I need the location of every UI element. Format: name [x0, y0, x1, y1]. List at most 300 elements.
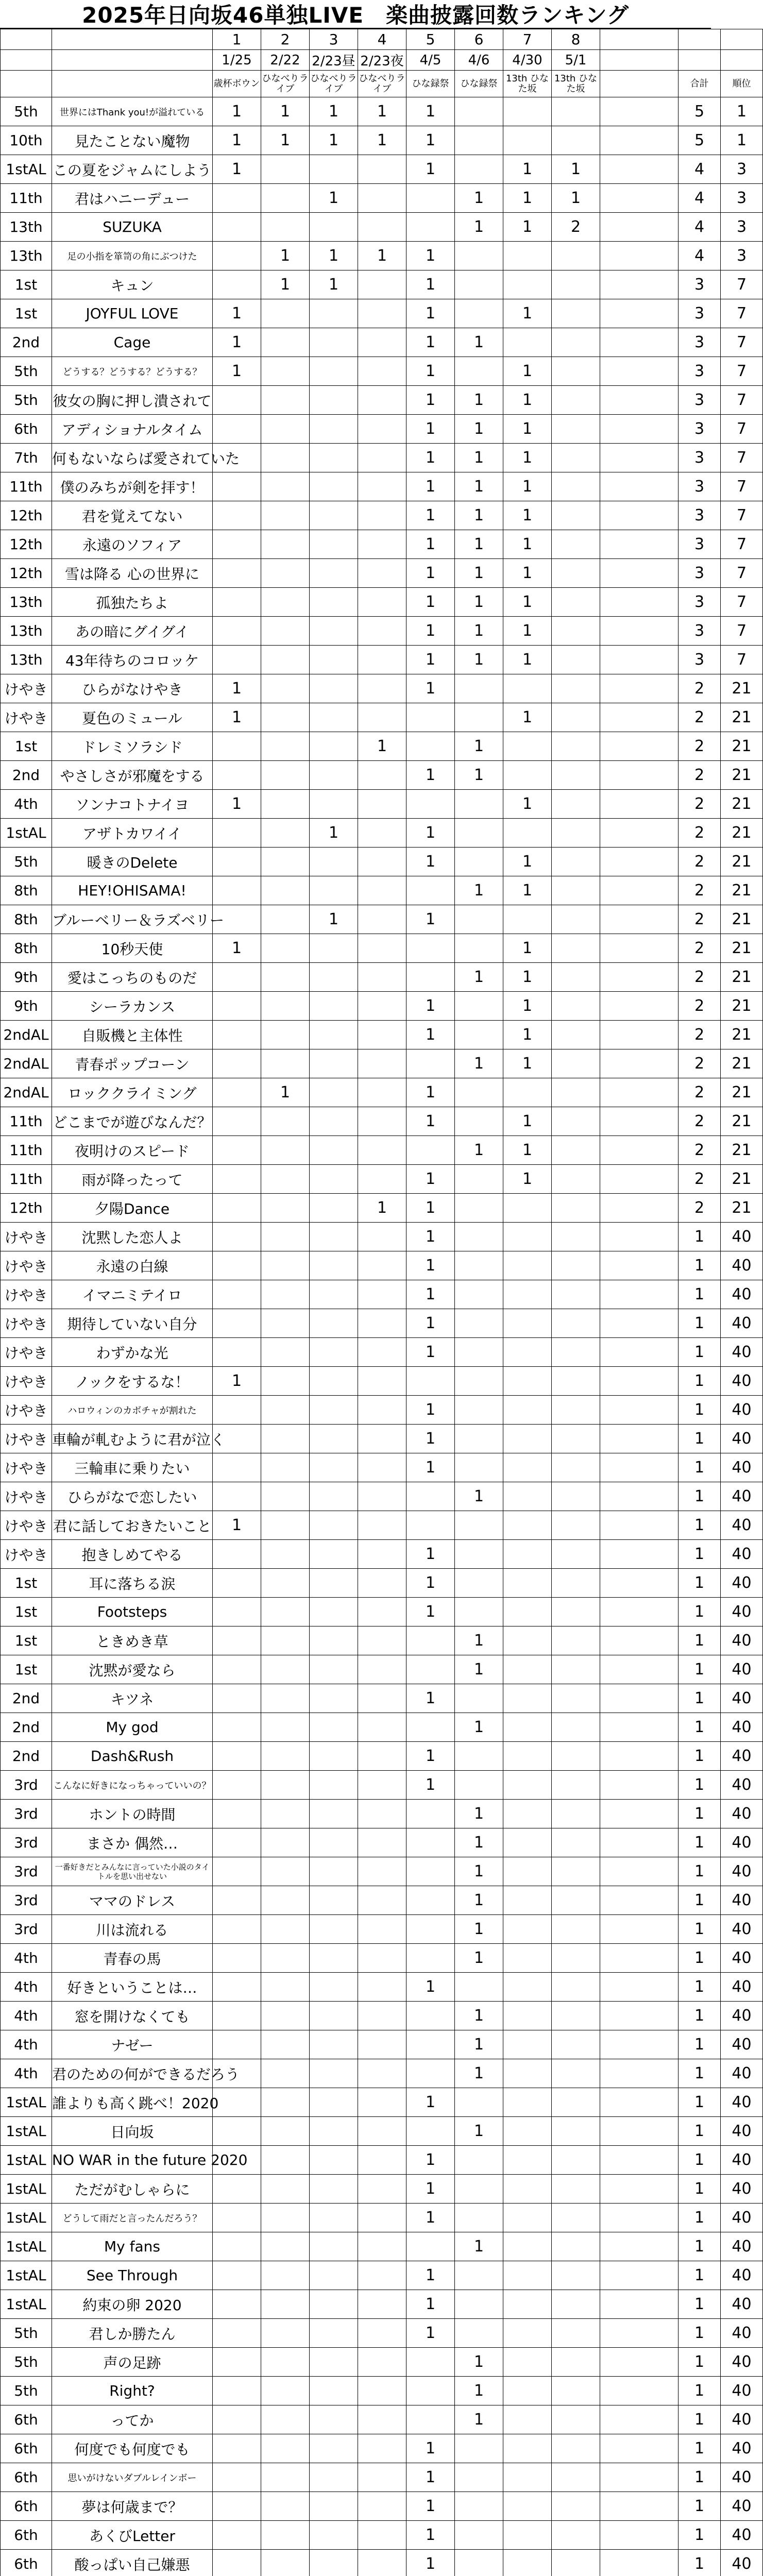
- performance-count: [406, 2232, 455, 2261]
- show-name-cell: ひなべりライブ: [310, 71, 358, 97]
- rank-value: 21: [721, 992, 763, 1021]
- performance-count: [261, 501, 310, 530]
- performance-count: [358, 1367, 406, 1396]
- total-count: 3: [679, 299, 721, 328]
- performance-count: [310, 530, 358, 559]
- performance-count: [455, 2463, 503, 2492]
- rank-value: 40: [721, 1944, 763, 1973]
- table-row: [1, 444, 763, 472]
- performance-count: [455, 1251, 503, 1280]
- performance-count: [552, 2146, 600, 2175]
- spacer-cell: [600, 1309, 679, 1338]
- performance-count: [310, 2463, 358, 2492]
- performance-count: [261, 1713, 310, 1742]
- spacer-cell: [600, 1569, 679, 1598]
- performance-count: [261, 848, 310, 876]
- total-count: 1: [679, 2290, 721, 2319]
- performance-count: [261, 1915, 310, 1944]
- table-row: [1, 1886, 763, 1915]
- total-count: 2: [679, 876, 721, 905]
- single-label: 13th: [1, 617, 52, 646]
- performance-count: 1: [406, 299, 455, 328]
- performance-count: [213, 501, 261, 530]
- performance-count: [358, 2117, 406, 2146]
- table-row: [1, 97, 763, 126]
- performance-count: 1: [213, 934, 261, 963]
- performance-count: 1: [503, 501, 552, 530]
- performance-count: 1: [455, 2059, 503, 2088]
- total-count: 1: [679, 2117, 721, 2146]
- performance-count: 1: [455, 2030, 503, 2059]
- performance-count: [358, 530, 406, 559]
- performance-count: [261, 1309, 310, 1338]
- spacer-cell: [600, 1425, 679, 1453]
- performance-count: [261, 1223, 310, 1251]
- performance-count: 1: [406, 2521, 455, 2550]
- performance-count: 1: [406, 242, 455, 270]
- single-label: 7th: [1, 444, 52, 472]
- performance-count: [310, 213, 358, 242]
- single-label: 9th: [1, 992, 52, 1021]
- rank-value: 40: [721, 1309, 763, 1338]
- performance-count: [503, 1886, 552, 1915]
- table-row: [1, 415, 763, 444]
- song-title: ひらがなけやき: [52, 674, 213, 703]
- total-count: 1: [679, 1280, 721, 1309]
- rank-value: 40: [721, 2261, 763, 2290]
- single-label: 5th: [1, 357, 52, 386]
- performance-count: [503, 2261, 552, 2290]
- total-count: 1: [679, 1425, 721, 1453]
- rank-value: 21: [721, 1165, 763, 1194]
- spacer-cell: [600, 819, 679, 848]
- performance-count: [358, 1828, 406, 1857]
- performance-count: [358, 1482, 406, 1511]
- rank-value: 40: [721, 1367, 763, 1396]
- song-title: 孤独たちよ: [52, 588, 213, 617]
- performance-count: 1: [310, 126, 358, 155]
- single-label: 4th: [1, 2030, 52, 2059]
- table-row: [1, 2175, 763, 2204]
- performance-count: 1: [213, 299, 261, 328]
- performance-count: 1: [310, 905, 358, 934]
- performance-count: [310, 2002, 358, 2030]
- total-count: 1: [679, 2463, 721, 2492]
- performance-count: [213, 1396, 261, 1425]
- performance-count: 1: [406, 270, 455, 299]
- performance-count: [261, 905, 310, 934]
- song-title: 好きということは…: [52, 1973, 213, 2002]
- performance-count: [406, 1800, 455, 1828]
- spacer-cell: [600, 299, 679, 328]
- performance-count: [455, 2290, 503, 2319]
- performance-count: 1: [358, 732, 406, 761]
- performance-count: 1: [406, 357, 455, 386]
- song-title: わずかな光: [52, 1338, 213, 1367]
- performance-count: [310, 2492, 358, 2521]
- performance-count: [261, 1771, 310, 1800]
- table-row: [1, 1453, 763, 1482]
- single-label: 13th: [1, 646, 52, 674]
- performance-count: [310, 934, 358, 963]
- rank-value: 40: [721, 1453, 763, 1482]
- performance-count: [358, 1626, 406, 1655]
- performance-count: [213, 2434, 261, 2463]
- performance-count: [406, 703, 455, 732]
- performance-count: 1: [406, 1684, 455, 1713]
- performance-count: [358, 703, 406, 732]
- performance-count: [213, 1771, 261, 1800]
- performance-count: 1: [406, 559, 455, 588]
- single-label: 13th: [1, 242, 52, 270]
- performance-count: [552, 415, 600, 444]
- performance-count: 1: [406, 530, 455, 559]
- song-title: ってか: [52, 2405, 213, 2434]
- performance-count: [503, 270, 552, 299]
- header-blank-cell: [600, 71, 679, 97]
- performance-count: [358, 501, 406, 530]
- rank-value: 21: [721, 1021, 763, 1049]
- show-number-cell: 5: [406, 29, 455, 50]
- single-label: けやき: [1, 1309, 52, 1338]
- spacer-cell: [600, 2348, 679, 2377]
- performance-count: [310, 2377, 358, 2405]
- performance-count: [261, 963, 310, 992]
- performance-count: [261, 444, 310, 472]
- performance-count: [503, 1598, 552, 1626]
- performance-count: [213, 2030, 261, 2059]
- rank-value: 40: [721, 2550, 763, 2576]
- song-title: 君しか勝たん: [52, 2319, 213, 2348]
- performance-count: [261, 1482, 310, 1511]
- performance-count: [406, 1713, 455, 1742]
- show-date-cell: 4/30: [503, 50, 552, 71]
- performance-count: [213, 992, 261, 1021]
- performance-count: [261, 1049, 310, 1078]
- total-count: 3: [679, 415, 721, 444]
- performance-count: [358, 819, 406, 848]
- performance-count: 1: [406, 1396, 455, 1425]
- performance-count: [213, 1713, 261, 1742]
- total-count: 1: [679, 1915, 721, 1944]
- single-label: けやき: [1, 1280, 52, 1309]
- performance-count: [261, 472, 310, 501]
- table-row: [1, 703, 763, 732]
- performance-count: [503, 2405, 552, 2434]
- performance-count: 1: [455, 2232, 503, 2261]
- performance-count: [503, 2550, 552, 2576]
- table-row: [1, 530, 763, 559]
- performance-count: [213, 848, 261, 876]
- single-label: 1stAL: [1, 155, 52, 184]
- performance-count: [310, 2405, 358, 2434]
- total-count: 1: [679, 2204, 721, 2232]
- performance-count: [310, 2521, 358, 2550]
- rank-value: 40: [721, 1771, 763, 1800]
- rank-value: 40: [721, 1684, 763, 1713]
- table-row: [1, 2059, 763, 2088]
- performance-count: [406, 1511, 455, 1540]
- table-row: [1, 1338, 763, 1367]
- performance-count: 1: [503, 472, 552, 501]
- performance-count: [310, 790, 358, 819]
- rank-value: 21: [721, 703, 763, 732]
- performance-count: [310, 1944, 358, 1973]
- song-title: 君を覚えてない: [52, 501, 213, 530]
- performance-count: [358, 2492, 406, 2521]
- performance-count: [358, 2434, 406, 2463]
- performance-count: [261, 1857, 310, 1886]
- performance-count: [261, 1511, 310, 1540]
- performance-count: [406, 2117, 455, 2146]
- performance-count: [503, 242, 552, 270]
- performance-count: [213, 1107, 261, 1136]
- performance-count: [455, 703, 503, 732]
- performance-count: [503, 1655, 552, 1684]
- song-title: ナゼー: [52, 2030, 213, 2059]
- performance-count: 1: [261, 242, 310, 270]
- table-row: [1, 357, 763, 386]
- performance-count: [310, 1021, 358, 1049]
- performance-count: [503, 1511, 552, 1540]
- performance-count: [552, 328, 600, 357]
- song-title: JOYFUL LOVE: [52, 299, 213, 328]
- performance-count: [358, 1453, 406, 1482]
- spacer-cell: [600, 963, 679, 992]
- song-title: 思いがけないダブルレインボー: [52, 2463, 213, 2492]
- performance-count: [552, 2175, 600, 2204]
- performance-count: [310, 444, 358, 472]
- performance-count: [213, 617, 261, 646]
- performance-count: [213, 1655, 261, 1684]
- performance-count: [552, 1136, 600, 1165]
- song-title: 雪は降る 心の世界に: [52, 559, 213, 588]
- performance-count: 1: [455, 1800, 503, 1828]
- performance-count: 1: [503, 386, 552, 415]
- performance-count: [552, 819, 600, 848]
- performance-count: [213, 2088, 261, 2117]
- performance-count: [552, 1078, 600, 1107]
- performance-count: [406, 2348, 455, 2377]
- performance-count: [310, 2030, 358, 2059]
- rank-value: 40: [721, 1569, 763, 1598]
- song-title: 僕のみちが剣を拝す！: [52, 472, 213, 501]
- song-title: 約束の卵 2020: [52, 2290, 213, 2319]
- performance-count: [213, 213, 261, 242]
- performance-count: [503, 2059, 552, 2088]
- spacer-cell: [600, 1165, 679, 1194]
- performance-count: [310, 963, 358, 992]
- performance-count: [455, 155, 503, 184]
- performance-count: [552, 1021, 600, 1049]
- performance-count: [261, 2492, 310, 2521]
- table-row: [1, 1800, 763, 1828]
- performance-count: 1: [455, 184, 503, 213]
- performance-count: [503, 1857, 552, 1886]
- performance-count: [213, 1165, 261, 1194]
- performance-count: 1: [406, 126, 455, 155]
- spacer-cell: [600, 444, 679, 472]
- song-title: 夢は何歳まで？: [52, 2492, 213, 2521]
- single-label: 2ndAL: [1, 1021, 52, 1049]
- performance-count: 1: [503, 1107, 552, 1136]
- performance-count: [455, 2204, 503, 2232]
- performance-count: 1: [455, 444, 503, 472]
- performance-count: [310, 2261, 358, 2290]
- performance-count: [552, 299, 600, 328]
- performance-count: 1: [406, 2492, 455, 2521]
- rank-value: 40: [721, 1280, 763, 1309]
- performance-count: [261, 1251, 310, 1280]
- performance-count: 1: [406, 1742, 455, 1771]
- performance-count: [503, 1771, 552, 1800]
- performance-count: [552, 1944, 600, 1973]
- rank-value: 3: [721, 242, 763, 270]
- single-label: けやき: [1, 1338, 52, 1367]
- performance-count: [358, 1540, 406, 1569]
- performance-count: [455, 674, 503, 703]
- spacer-cell: [600, 1453, 679, 1482]
- performance-count: 1: [406, 2088, 455, 2117]
- song-title: 川は流れる: [52, 1915, 213, 1944]
- performance-count: [358, 617, 406, 646]
- performance-count: [503, 1453, 552, 1482]
- performance-count: [503, 1194, 552, 1223]
- performance-count: 1: [213, 1511, 261, 1540]
- performance-count: [310, 1136, 358, 1165]
- performance-count: [261, 819, 310, 848]
- song-title: 酸っぱい自己嫌悪: [52, 2550, 213, 2576]
- performance-count: 1: [406, 2290, 455, 2319]
- single-label: 2nd: [1, 761, 52, 790]
- performance-count: [213, 2405, 261, 2434]
- single-label: 4th: [1, 790, 52, 819]
- total-count: 3: [679, 530, 721, 559]
- table-row: [1, 1828, 763, 1857]
- rank-value: 21: [721, 1078, 763, 1107]
- show-date-cell: 4/5: [406, 50, 455, 71]
- performance-count: 1: [455, 1049, 503, 1078]
- performance-count: [552, 1800, 600, 1828]
- performance-count: [261, 184, 310, 213]
- rank-value: 40: [721, 2175, 763, 2204]
- performance-count: 1: [503, 1021, 552, 1049]
- song-title: SUZUKA: [52, 213, 213, 242]
- header-blank-cell: [600, 50, 679, 71]
- rank-value: 7: [721, 559, 763, 588]
- performance-count: [213, 2261, 261, 2290]
- single-label: 3rd: [1, 1915, 52, 1944]
- song-title: 雨が降ったって: [52, 1165, 213, 1194]
- performance-count: 1: [406, 1425, 455, 1453]
- rank-value: 40: [721, 1828, 763, 1857]
- total-count: 1: [679, 2434, 721, 2463]
- rank-value: 40: [721, 1223, 763, 1251]
- single-label: 6th: [1, 2463, 52, 2492]
- performance-count: [261, 1338, 310, 1367]
- single-label: けやき: [1, 1453, 52, 1482]
- performance-count: [310, 328, 358, 357]
- table-row: [1, 1598, 763, 1626]
- performance-count: [310, 1598, 358, 1626]
- total-count: 3: [679, 472, 721, 501]
- total-count: 1: [679, 2348, 721, 2377]
- performance-count: 1: [406, 905, 455, 934]
- performance-count: 1: [358, 242, 406, 270]
- performance-count: [503, 2463, 552, 2492]
- performance-count: [261, 1742, 310, 1771]
- spacer-cell: [600, 270, 679, 299]
- performance-count: [310, 1251, 358, 1280]
- show-name-cell: ひなべりライブ: [358, 71, 406, 97]
- table-row: [1, 934, 763, 963]
- single-label: 12th: [1, 501, 52, 530]
- table-row: [1, 617, 763, 646]
- table-row: [1, 2117, 763, 2146]
- performance-count: 1: [261, 97, 310, 126]
- performance-count: [310, 848, 358, 876]
- performance-count: 1: [213, 357, 261, 386]
- show-name-row: [1, 71, 763, 97]
- header-blank-cell: [679, 50, 721, 71]
- table-row: [1, 674, 763, 703]
- performance-count: [455, 1338, 503, 1367]
- performance-count: 1: [406, 415, 455, 444]
- performance-count: [213, 242, 261, 270]
- performance-count: [213, 2550, 261, 2576]
- spacer-cell: [600, 1280, 679, 1309]
- performance-count: [310, 1223, 358, 1251]
- rank-value: 40: [721, 1540, 763, 1569]
- show-number-cell: 2: [261, 29, 310, 50]
- performance-count: [552, 1540, 600, 1569]
- performance-count: 1: [358, 126, 406, 155]
- show-date-cell: 4/6: [455, 50, 503, 71]
- spacer-cell: [600, 2405, 679, 2434]
- spacer-cell: [600, 242, 679, 270]
- performance-count: 1: [406, 2434, 455, 2463]
- single-label: 1st: [1, 1569, 52, 1598]
- performance-count: 1: [503, 299, 552, 328]
- performance-count: [455, 1453, 503, 1482]
- performance-count: [406, 184, 455, 213]
- total-count: 3: [679, 501, 721, 530]
- rank-value: 40: [721, 2232, 763, 2261]
- performance-count: 1: [503, 1165, 552, 1194]
- performance-count: [552, 992, 600, 1021]
- spacer-cell: [600, 2059, 679, 2088]
- performance-count: [358, 1569, 406, 1598]
- performance-count: 1: [406, 1453, 455, 1482]
- performance-count: [503, 2117, 552, 2146]
- table-row: [1, 472, 763, 501]
- performance-count: [552, 357, 600, 386]
- table-row: [1, 2232, 763, 2261]
- song-title: 暖きのDelete: [52, 848, 213, 876]
- single-label: 6th: [1, 2521, 52, 2550]
- performance-count: [310, 2348, 358, 2377]
- spacer-cell: [600, 530, 679, 559]
- performance-count: [358, 1771, 406, 1800]
- table-row: [1, 1771, 763, 1800]
- single-label: 4th: [1, 1973, 52, 2002]
- performance-count: [261, 1655, 310, 1684]
- performance-count: [552, 270, 600, 299]
- performance-count: [503, 2492, 552, 2521]
- total-count: 1: [679, 1800, 721, 1828]
- performance-count: [503, 674, 552, 703]
- performance-count: [310, 1165, 358, 1194]
